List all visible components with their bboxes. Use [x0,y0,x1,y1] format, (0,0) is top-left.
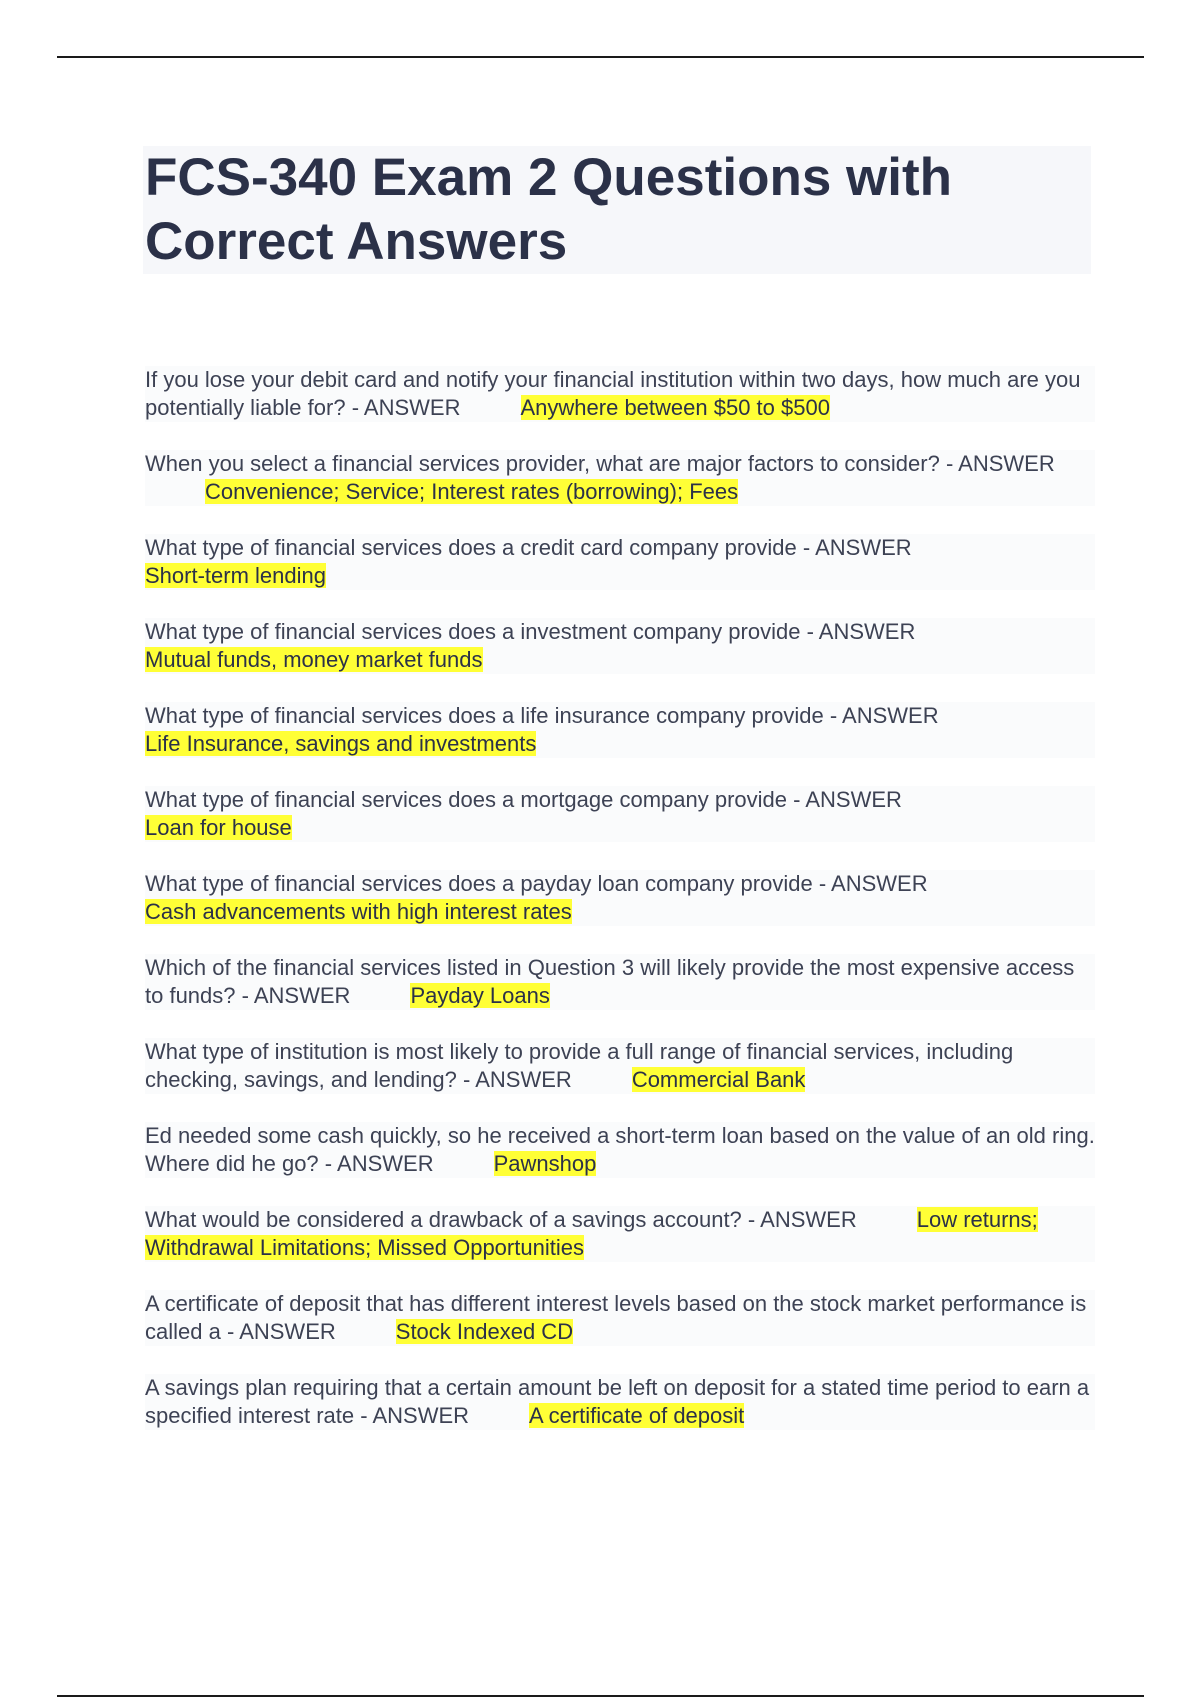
page-title: FCS-340 Exam 2 Questions with Correct Answers [145,148,953,271]
qa-item [145,618,1095,674]
answer-highlight: Anywhere between $50 to $500 [520,395,830,420]
answer-marker: - ANSWER [747,1207,857,1232]
question-text: What type of institution is most likely to provide a full range of financial services, including checking, savings, and lending? [145,1039,1014,1092]
qa-item [145,534,1095,590]
answer-highlight: A certificate of deposit [529,1403,745,1428]
qa-item [145,366,1095,422]
answer-highlight: Low returns; Withdrawal Limitations; Missed Opportunities [145,1207,1038,1260]
answer-marker: - ANSWER [818,871,928,896]
question-text: If you lose your debit card and notify your financial institution within two days, how much are you potentially liable for? [145,367,1081,420]
answer-highlight: Stock Indexed CD [395,1319,574,1344]
answer-marker: - ANSWER [829,703,939,728]
answer-highlight: Mutual funds, money market funds [145,647,483,672]
answer-marker: - ANSWER [324,1151,434,1176]
answer-marker: - ANSWER [241,983,351,1008]
answer-highlight: Payday Loans [410,983,550,1008]
question-text: What type of financial services does a life insurance company provide [145,703,824,728]
qa-item [145,786,1095,842]
qa-item [145,450,1095,506]
bottom-rule [57,1695,1144,1697]
answer-highlight: Cash advancements with high interest rates [145,899,572,924]
answer-highlight: Commercial Bank [631,1067,806,1092]
qa-item [145,702,1095,758]
answer-highlight: Loan for house [145,815,292,840]
answer-highlight: Pawnshop [493,1151,597,1176]
question-text: When you select a financial services provider, what are major factors to consider? [145,451,940,476]
question-text: Ed needed some cash quickly, so he received a short-term loan based on the value of an old ring. Where did he go? [145,1123,1095,1176]
answer-marker: - ANSWER [806,619,916,644]
qa-item [145,1122,1095,1178]
question-list [145,366,1095,1458]
answer-marker: - ANSWER [463,1067,572,1092]
question-text: Which of the financial services listed in Question 3 will likely provide the most expensive access to funds? [145,955,1075,1008]
answer-marker: - ANSWER [360,1403,470,1428]
question-text: What type of financial services does a credit card company provide [145,535,797,560]
question-text: What type of financial services does a payday loan company provide [145,871,813,896]
qa-item [145,1374,1095,1430]
qa-item [145,1290,1095,1346]
question-text: What type of financial services does a mortgage company provide [145,787,787,812]
top-rule [57,56,1144,58]
answer-marker: - ANSWER [945,451,1055,476]
answer-highlight: Life Insurance, savings and investments [145,731,537,756]
question-text: What would be considered a drawback of a savings account? [145,1207,742,1232]
answer-marker: - ANSWER [351,395,461,420]
answer-marker: - ANSWER [793,787,902,812]
answer-marker: - ANSWER [226,1319,336,1344]
qa-item [145,1038,1095,1094]
question-text: A savings plan requiring that a certain amount be left on deposit for a stated time period to earn a specified interest rate [145,1375,1090,1428]
question-text: A certificate of deposit that has different interest levels based on the stock market performance is called a [145,1291,1087,1344]
qa-item [145,870,1095,926]
answer-marker: - ANSWER [802,535,912,560]
title-block [143,146,1091,274]
qa-item [145,954,1095,1010]
qa-item [145,1206,1095,1262]
question-text: What type of financial services does a investment company provide [145,619,801,644]
answer-highlight: Short-term lending [145,563,326,588]
answer-highlight: Convenience; Service; Interest rates (borrowing); Fees [205,479,739,504]
